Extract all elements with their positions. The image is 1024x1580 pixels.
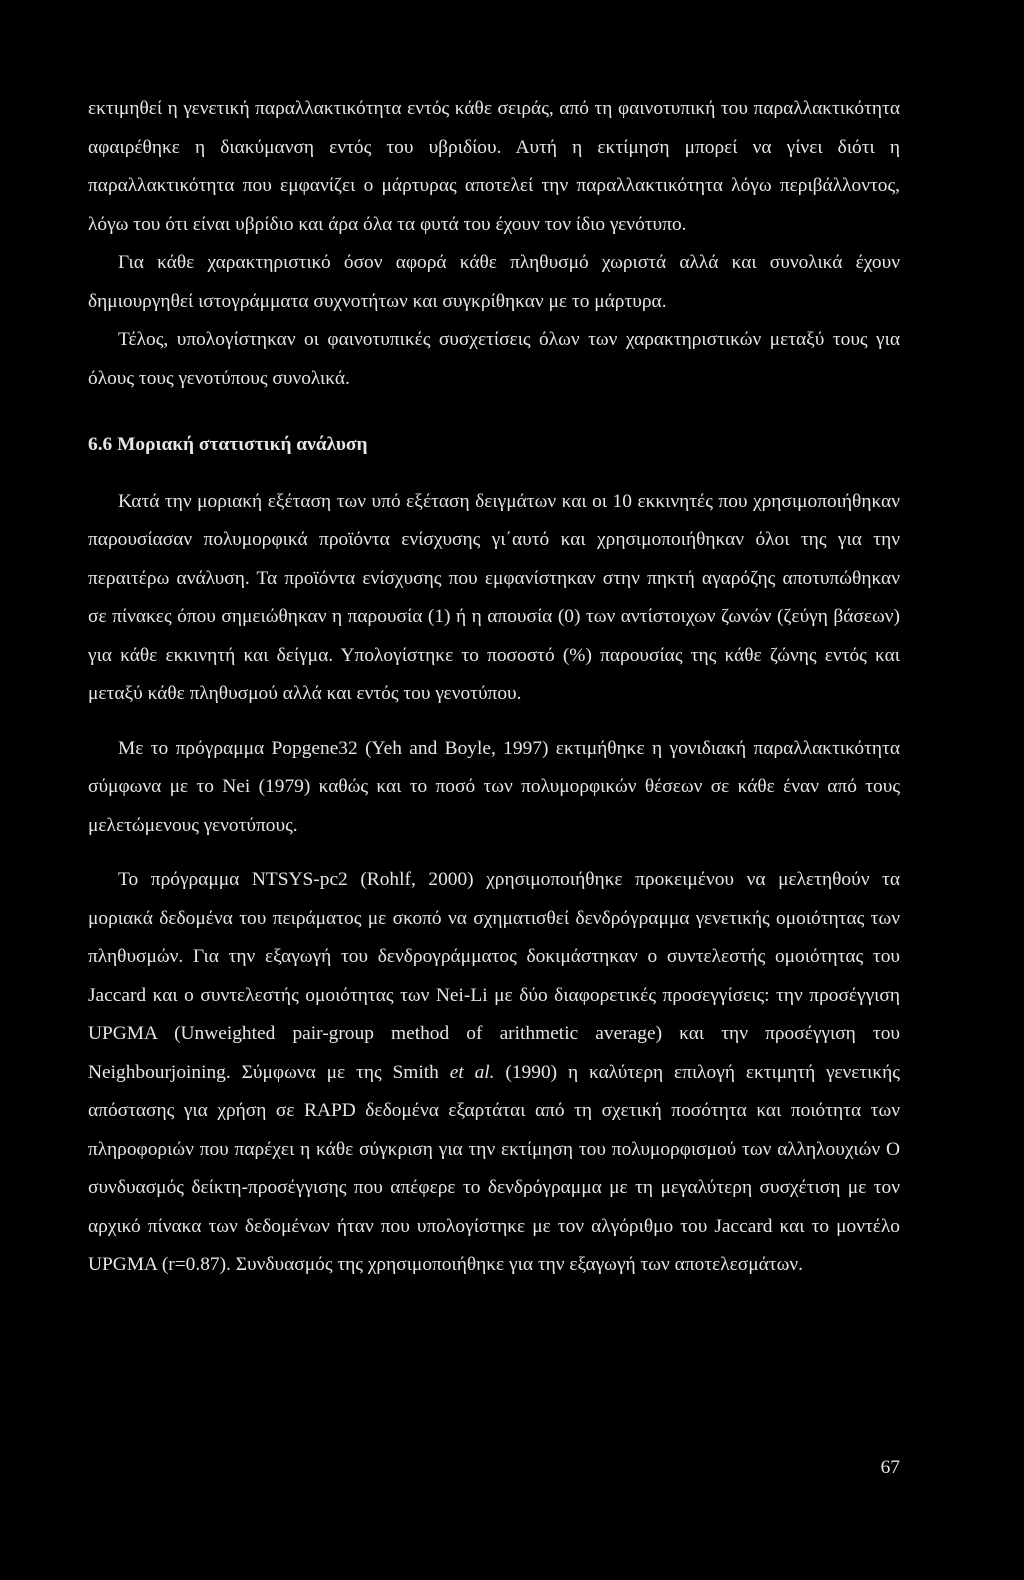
- paragraph-histograms: Για κάθε χαρακτηριστικό όσον αφορά κάθε πληθυσμό χωριστά αλλά και συνολικά έχουν δημιουργηθεί ιστογράμματα συχνοτήτων και συγκρίθηκαν με το μάρτυρα.: [88, 252, 900, 312]
- page-number: 67: [880, 1457, 900, 1478]
- paragraph-ntsys: [88, 861, 900, 1285]
- ntsys-text-end: (1990) η καλύτερη επιλογή εκτιμητή γενετικής απόστασης για χρήση σε RAPD δεδομένα εξαρτάται από τη σχετική ποσότητα και ποιότητα των πληροφοριών που παρέχει η κάθε σύγκριση για την εκτίμηση του πολυμορφισμού των αλληλουχιών Ο συνδυασμός δείκτη-προσέγγισης που απέφερε το δενδρόγραμμα με τη μεγαλύτερη συσχέτιση με τον αρχικό πίνακα των δεδομένων ήταν που υπολογίστηκε με τον αλγόριθμο του Jaccard και το μοντέλο UPGMA (r=0.87). Συνδυασμός της χρησιμοποιήθηκε για την εξαγωγή των αποτελεσμάτων.: [88, 1061, 900, 1275]
- paragraph-molecular-exam: Κατά την μοριακή εξέταση των υπό εξέταση δειγμάτων και οι 10 εκκινητές που χρησιμοποιήθηκαν παρουσίασαν πολυμορφικά προϊόντα ενίσχυσης γι΄αυτό και χρησιμοποιήθηκαν όλοι της για την περαιτέρω ανάλυση. Τα προϊόντα ενίσχυσης που εμφανίστηκαν στην πηκτή αγαρόζης αποτυπώθηκαν σε πίνακες όπου σημειώθηκαν η παρουσία (1) ή η απουσία (0) των αντίστοιχων ζωνών (ζεύγη βάσεων) για κάθε εκκινητή και δείγμα. Υπολογίστηκε το ποσοστό (%) παρουσίας της κάθε ζώνης εντός και μεταξύ κάθε πληθυσμού αλλά και εντός του γενοτύπου.: [88, 490, 900, 704]
- paragraph-continued: εκτιμηθεί η γενετική παραλλακτικότητα εντός κάθε σειράς, από τη φαινοτυπική του παραλλακτικότητα αφαιρέθηκε η διακύμανση εντός του υβριδίου. Αυτή η εκτίμηση μπορεί να γίνει διότι η παραλλακτικότητα που εμφανίζει ο μάρτυρας αποτελεί την παραλλακτικότητα λόγω περιβάλλοντος, λόγω του ότι είναι υβρίδιο και άρα όλα τα φυτά του έχουν τον ίδιο γενότυπο.: [88, 98, 900, 235]
- paragraph-correlations: Τέλος, υπολογίστηκαν οι φαινοτυπικές συσχετίσεις όλων των χαρακτηριστικών μεταξύ τους για όλους τους γενοτύπους συνολικά.: [88, 329, 900, 389]
- page-body: [88, 90, 900, 1285]
- section-heading: 6.6 Μοριακή στατιστική ανάλυση: [88, 434, 368, 455]
- et-al-italic: et al.: [449, 1061, 495, 1083]
- paragraph-popgene: Με το πρόγραμμα Popgene32 (Yeh and Boyle, 1997) εκτιμήθηκε η γονιδιακή παραλλακτικότητα σύμφωνα με το Nei (1979) καθώς και το ποσό των πολυμορφικών θέσεων σε κάθε έναν από τους μελετώμενους γενοτύπους.: [88, 737, 900, 836]
- ntsys-text-start: Το πρόγραμμα NTSYS-pc2 (Rohlf, 2000) χρησιμοποιήθηκε προκειμένου να μελετηθούν τα μοριακά δεδομένα του πειράματος με σκοπό να σχηματισθεί δενδρόγραμμα γενετικής ομοιότητας των πληθυσμών. Για την εξαγωγή του δενδρογράμματος δοκιμάστηκαν ο συντελεστής ομοιότητας του Jaccard και ο συντελεστής ομοιότητας των Nei-Li με δύο διαφορετικές προσεγγίσεις: την προσέγγιση UPGMA (Unweighted pair-group method of arithmetic average) και την προσέγγιση του Neighbourjoining. Σύμφωνα με της Smith: [88, 869, 900, 1083]
